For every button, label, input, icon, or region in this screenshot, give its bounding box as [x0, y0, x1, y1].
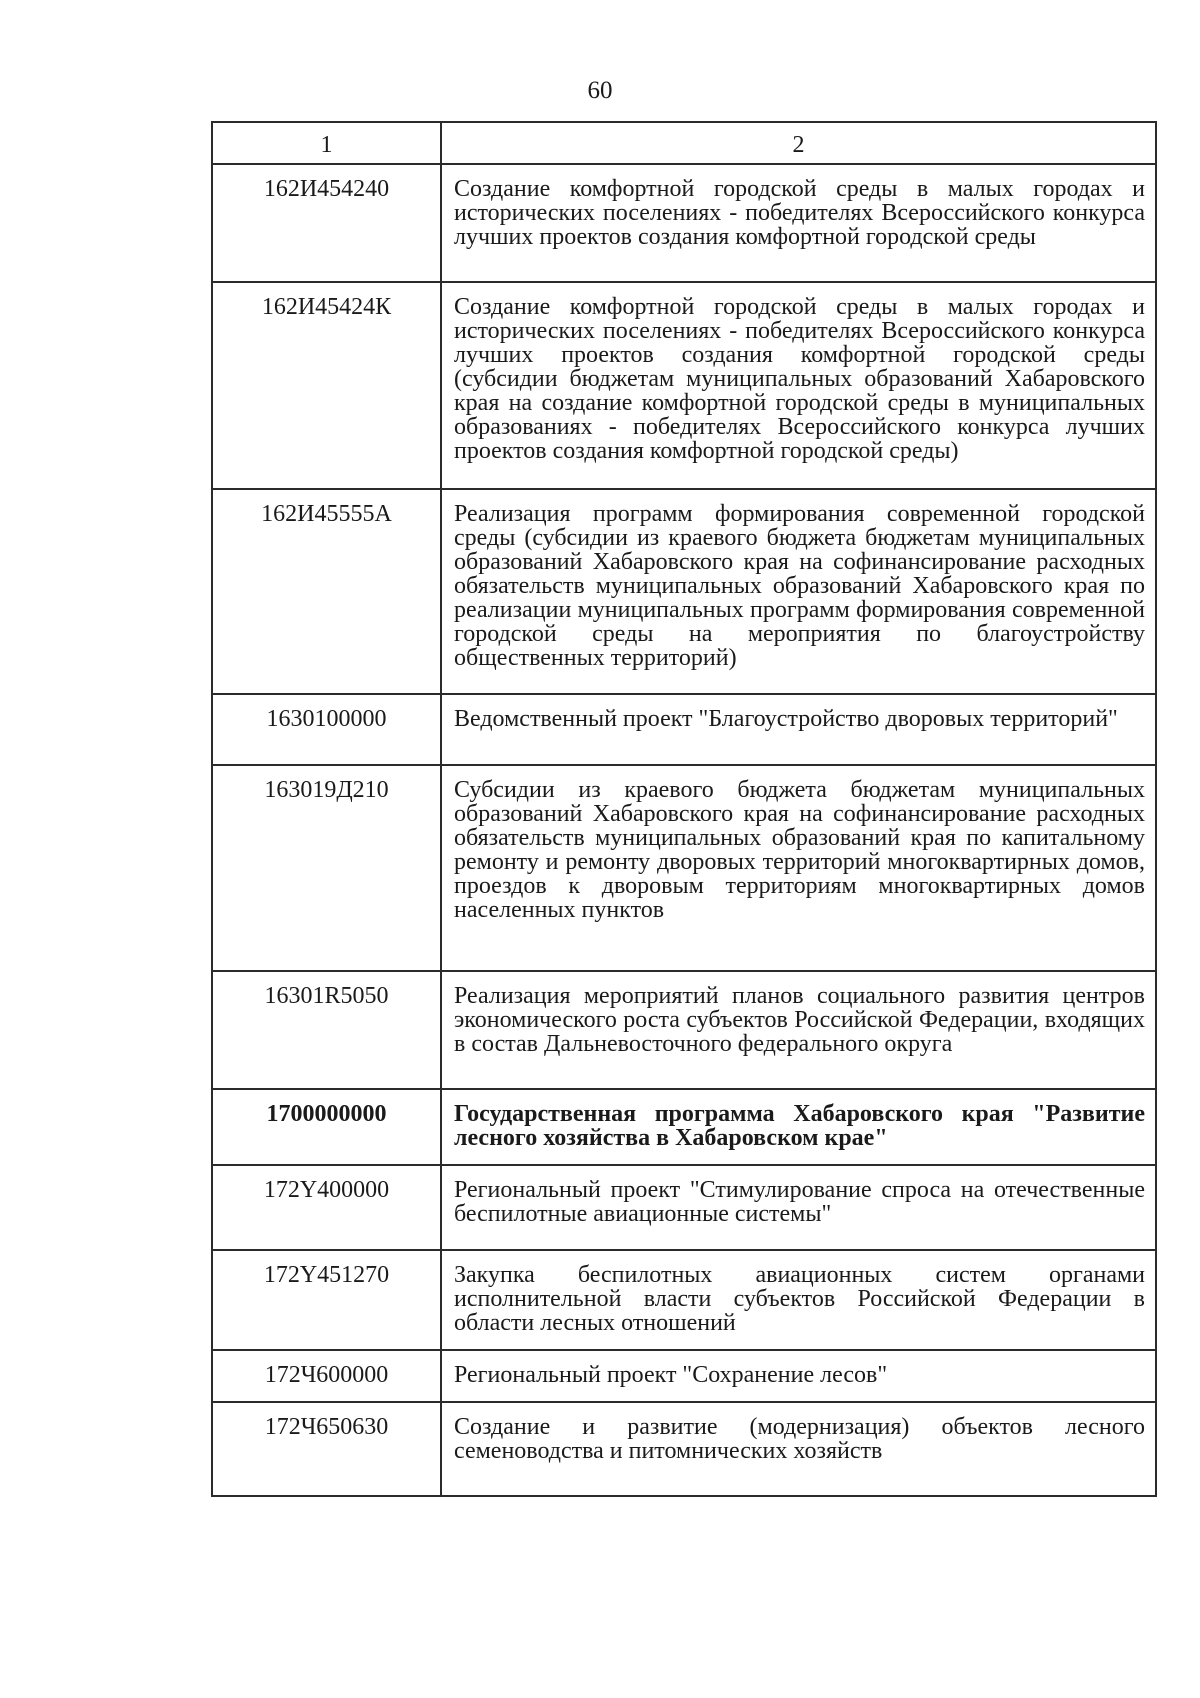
table-row [212, 1165, 1156, 1250]
row-description: Реализация программ формирования современной городской среды (субсидии из краевого бюджета бюджетам муниципальных образований Хабаровского края на софинансирование расходных обязательств муниципальных образований Хабаровского края по реализации муниципальных программ формирования современной городской среды на мероприятия по благоустройству общественных территорий) [441, 489, 1156, 694]
table-header-row [212, 122, 1156, 164]
table-row [212, 971, 1156, 1089]
row-code: 172Y451270 [212, 1250, 441, 1350]
column-header-code: 1 [212, 122, 441, 164]
table-row [212, 694, 1156, 765]
row-description: Создание комфортной городской среды в малых городах и исторических поселениях - победителях Всероссийского конкурса лучших проектов создания комфортной городской среды (субсидии бюджетам муниципальных образований Хабаровского края на создание комфортной городской среды в муниципальных образованиях - победителях Всероссийского конкурса лучших проектов создания комфортной городской среды) [441, 282, 1156, 489]
row-description: Закупка беспилотных авиационных систем органами исполнительной власти субъектов Российской Федерации в области лесных отношений [441, 1250, 1156, 1350]
row-code: 162И45424К [212, 282, 441, 489]
column-header-description: 2 [441, 122, 1156, 164]
row-description: Создание и развитие (модернизация) объектов лесного семеноводства и питомнических хозяйств [441, 1402, 1156, 1496]
row-code: 162И454240 [212, 164, 441, 282]
table-row [212, 1350, 1156, 1402]
row-description: Региональный проект "Стимулирование спроса на отечественные беспилотные авиационные системы" [441, 1165, 1156, 1250]
row-description: Ведомственный проект "Благоустройство дворовых территорий" [441, 694, 1156, 765]
table-row [212, 1402, 1156, 1496]
table-row [212, 282, 1156, 489]
row-description: Создание комфортной городской среды в малых городах и исторических поселениях - победителях Всероссийского конкурса лучших проектов создания комфортной городской среды [441, 164, 1156, 282]
table-row [212, 1089, 1156, 1165]
budget-classification-table [211, 121, 1157, 1497]
table-row [212, 164, 1156, 282]
row-code: 172Y400000 [212, 1165, 441, 1250]
row-code: 163019Д210 [212, 765, 441, 971]
table-row [212, 1250, 1156, 1350]
row-description: Государственная программа Хабаровского края "Развитие лесного хозяйства в Хабаровском крае" [441, 1089, 1156, 1165]
row-description: Региональный проект "Сохранение лесов" [441, 1350, 1156, 1402]
table-body [212, 122, 1156, 1496]
table-row [212, 489, 1156, 694]
row-code: 162И45555А [212, 489, 441, 694]
row-code: 172Ч600000 [212, 1350, 441, 1402]
row-code: 172Ч650630 [212, 1402, 441, 1496]
table-row [212, 765, 1156, 971]
row-code: 16301R5050 [212, 971, 441, 1089]
page-number: 60 [587, 77, 613, 104]
row-code: 1630100000 [212, 694, 441, 765]
row-code: 1700000000 [212, 1089, 441, 1165]
row-description: Реализация мероприятий планов социального развития центров экономического роста субъектов Российской Федерации, входящих в состав Дальневосточного федерального округа [441, 971, 1156, 1089]
row-description: Субсидии из краевого бюджета бюджетам муниципальных образований Хабаровского края на софинансирование расходных обязательств муниципальных образований края по капитальному ремонту и ремонту дворовых территорий многоквартирных домов, проездов к дворовым территориям многоквартирных домов населенных пунктов [441, 765, 1156, 971]
